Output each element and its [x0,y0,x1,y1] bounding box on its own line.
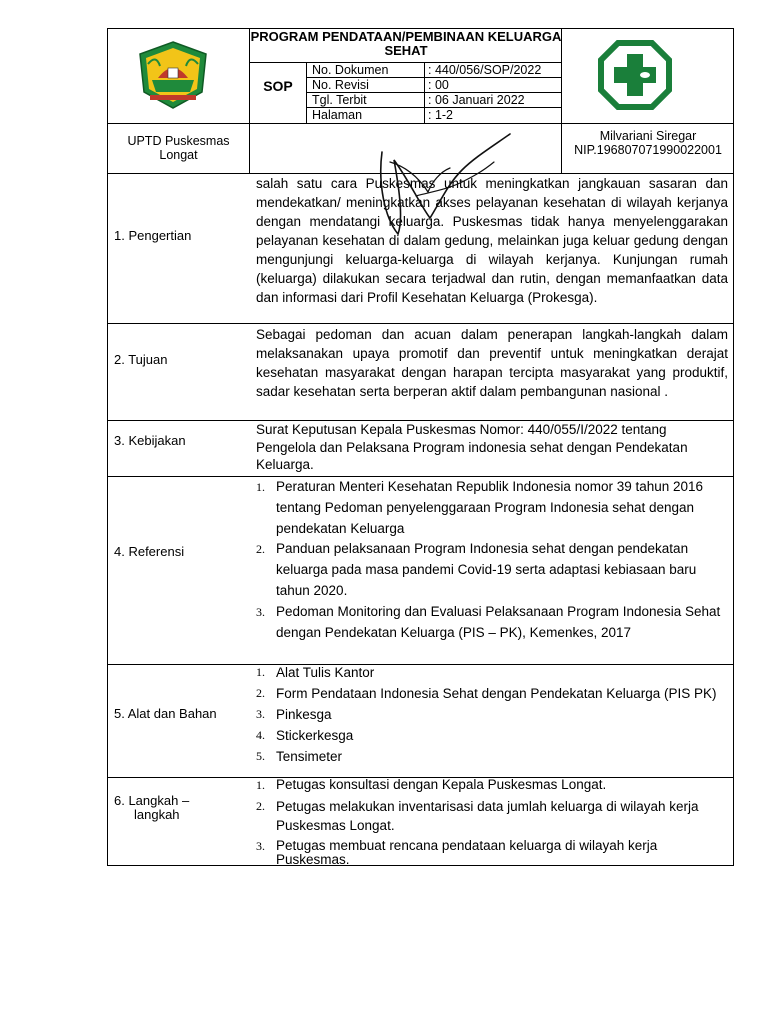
list-number: 2. [256,798,265,813]
kebijakan-text: Surat Keputusan Kepala Puskesmas Nomor: 440/055/I/2022 tentang Pengelola dan Pelaksana Program indonesia sehat dengan Pendekatan Keluarga. [256,422,688,472]
list-text: Petugas melakukan inventarisasi data jumlah keluarga di wilayah kerja Puskesmas Longat. [276,798,699,833]
section-label-langkah-cont: langkah [134,807,180,822]
list-text: Pinkesga [276,707,332,722]
meta-label: No. Revisi [312,78,369,92]
list-number: 1. [256,778,265,792]
divider [306,62,307,124]
section-label-langkah: 6. Langkah – [114,793,190,808]
list-text: Stickerkesga [276,728,354,743]
list-number: 2. [256,542,265,557]
list-text: Pedoman Monitoring dan Evaluasi Pelaksanaan Program Indonesia Sehat dengan Pendekatan Keluarga (PIS – PK), Kemenkes, 2017 [276,603,721,640]
list-item [256,602,728,644]
list-item [256,477,728,539]
list-number: 2. [256,686,265,700]
sop-label: SOP [263,78,293,94]
section-label-tujuan: 2. Tujuan [114,352,168,367]
section-label-alat: 5. Alat dan Bahan [114,706,217,721]
list-text: Petugas konsultasi dengan Kepala Puskesmas Longat. [276,777,607,792]
list-text: Petugas membuat rencana pendataan keluarga di wilayah kerja Puskesmas. [276,837,658,867]
referensi-list [256,477,728,643]
list-item [256,797,728,835]
meta-value: : 06 Januari 2022 [428,93,525,107]
meta-label: Halaman [312,108,363,122]
pengertian-text: salah satu cara Puskesmas untuk meningkatkan jangkauan sasaran dan mendekatkan/ meningkatkan akses pelayanan kesehatan di wilayah kerjanya dengan mendatangi keluarga. Puskesmas tidak hanya menyelenggarakan pelayanan kesehatan di dalam gedung, melainkan juga keluar gedung dengan mengunjungi keluarga-keluarga di wilayah kerjanya. Kunjungan rumah (keluarga) dilakukan secara terjadwal dan rutin, dengan memanfaatkan data dan informasi dari Profil Kesehatan Keluarga (Prokesga). [256,176,728,305]
langkah-list [256,778,728,868]
list-item [256,539,728,601]
list-number: 1. [256,480,265,494]
list-text: Tensimeter [276,749,343,764]
document-title: PROGRAM PENDATAAN/PEMBINAAN KELUARGA SEHAT [250,29,562,58]
meta-value: : 440/056/SOP/2022 [428,63,542,77]
list-number: 4. [256,728,265,742]
section-label-referensi: 4. Referensi [114,544,185,559]
list-item [256,686,728,701]
list-text: Form Pendataan Indonesia Sehat dengan Pendekatan Keluarga (PIS PK) [276,686,717,701]
regional-emblem-logo [138,40,208,110]
meta-label: No. Dokumen [312,63,389,77]
list-item [256,778,728,793]
list-item [256,749,728,764]
meta-value: : 00 [428,78,449,92]
list-number: 1. [256,665,265,679]
list-text: Panduan pelaksanaan Program Indonesia sehat dengan pendekatan keluarga pada masa pandemi Covid-19 serta adaptasi kebiasaan baru tahun 2020. [276,541,697,598]
divider [424,62,425,124]
list-number: 5. [256,749,265,763]
section-label-pengertian: 1. Pengertian [114,228,192,243]
list-item [256,665,728,680]
tujuan-text: Sebagai pedoman dan acuan dalam penerapan langkah-langkah dalam melaksanakan upaya promotif dan preventif untuk meningkatkan derajat kesehatan masyarakat dengan harapan tercipta masyarakat yang produktif, sadar kesehatan serta berperan aktif dalam pembangunan nasional . [256,327,728,399]
section-label-kebijakan: 3. Kebijakan [114,433,186,448]
meta-label: Tgl. Terbit [312,93,367,107]
unit-name: UPTD Puskesmas Longat [127,134,230,162]
list-item [256,707,728,722]
list-text: Peraturan Menteri Kesehatan Republik Indonesia nomor 39 tahun 2016 tentang Pedoman penyelenggaraan Program Indonesia sehat dengan pendekatan Keluarga [276,479,704,536]
alat-list [256,665,728,764]
meta-value: : 1-2 [428,108,454,122]
handwritten-signature [370,122,530,242]
list-text: Alat Tulis Kantor [276,665,375,680]
list-item [256,728,728,743]
signatory-name: Milvariani Siregar [599,129,697,143]
list-number: 3. [256,604,265,619]
puskesmas-logo [598,40,672,110]
signatory-nip: NIP.196807071990022001 [574,143,722,157]
list-number: 3. [256,707,265,721]
list-number: 3. [256,838,265,853]
list-item [256,839,728,868]
row-divider [107,323,734,324]
